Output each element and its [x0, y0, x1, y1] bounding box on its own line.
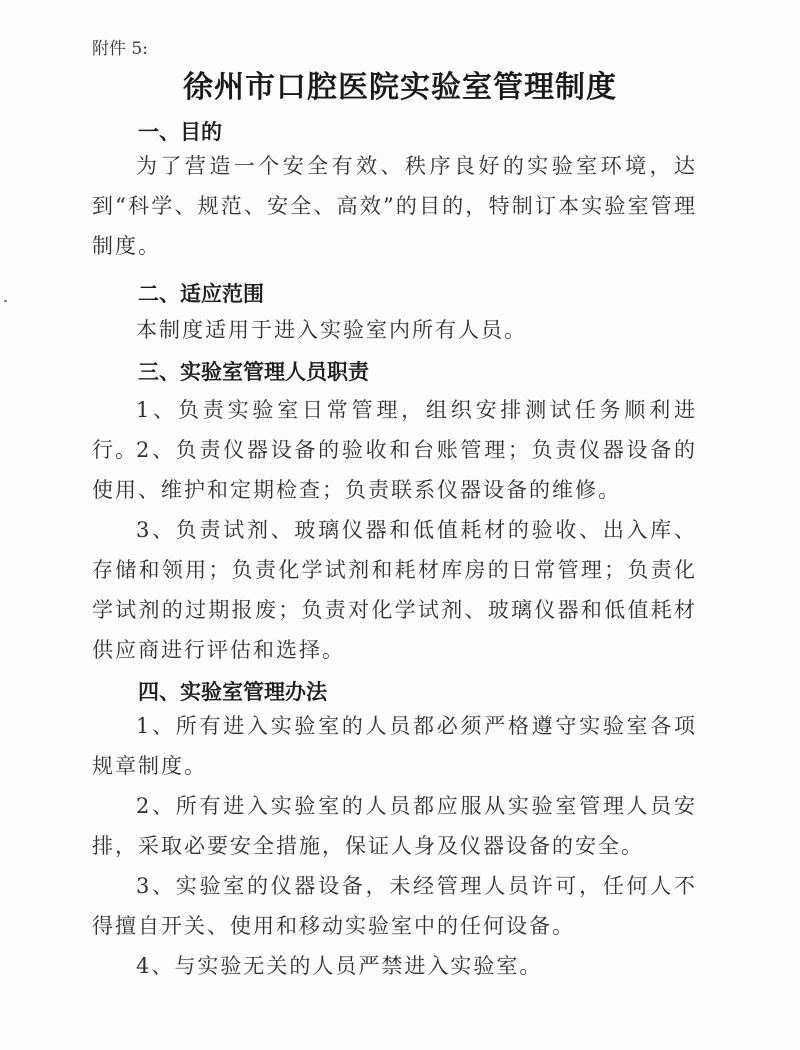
paragraph-measure-1: 1、所有进入实验室的人员都必须严格遵守实验室各项规章制度。 [92, 714, 697, 778]
section-heading-purpose: 一、目的 [138, 120, 222, 144]
paragraph-measure-4: 4、与实验无关的人员严禁进入实验室。 [136, 954, 543, 978]
section-heading-scope: 二、适应范围 [138, 282, 264, 306]
paragraph-scope: 本制度适用于进入实验室内所有人员。 [136, 318, 527, 342]
section-heading-measures: 四、实验室管理办法 [138, 680, 327, 704]
section-heading-duties: 三、实验室管理人员职责 [138, 360, 369, 384]
paragraph-duty-1: 1、负责实验室日常管理，组织安排测试任务顺利进行。 [92, 398, 697, 462]
margin-mark [4, 300, 7, 302]
paragraph-measure-3: 3、实验室的仪器设备，未经管理人员许可，任何人不得擅自开关、使用和移动实验室中的任何设备。 [92, 874, 697, 938]
paragraph-duty-2: 2、负责仪器设备的验收和台账管理；负责仪器设备的使用、维护和定期检查；负责联系仪器设备的维修。 [92, 438, 697, 502]
paragraph-purpose: 为了营造一个安全有效、秩序良好的实验室环境，达到“科学、规范、安全、高效”的目的，特制订本实验室管理制度。 [92, 154, 697, 258]
attachment-label: 附件 5: [92, 39, 148, 59]
paragraph-measure-2: 2、所有进入实验室的人员都应服从实验室管理人员安排，采取必要安全措施，保证人身及仪器设备的安全。 [92, 794, 697, 858]
document-title: 徐州市口腔医院实验室管理制度 [183, 70, 617, 105]
paragraph-duty-3: 3、负责试剂、玻璃仪器和低值耗材的验收、出入库、存储和领用；负责化学试剂和耗材库房的日常管理；负责化学试剂的过期报废；负责对化学试剂、玻璃仪器和低值耗材供应商进行评估和选择。 [92, 518, 697, 662]
